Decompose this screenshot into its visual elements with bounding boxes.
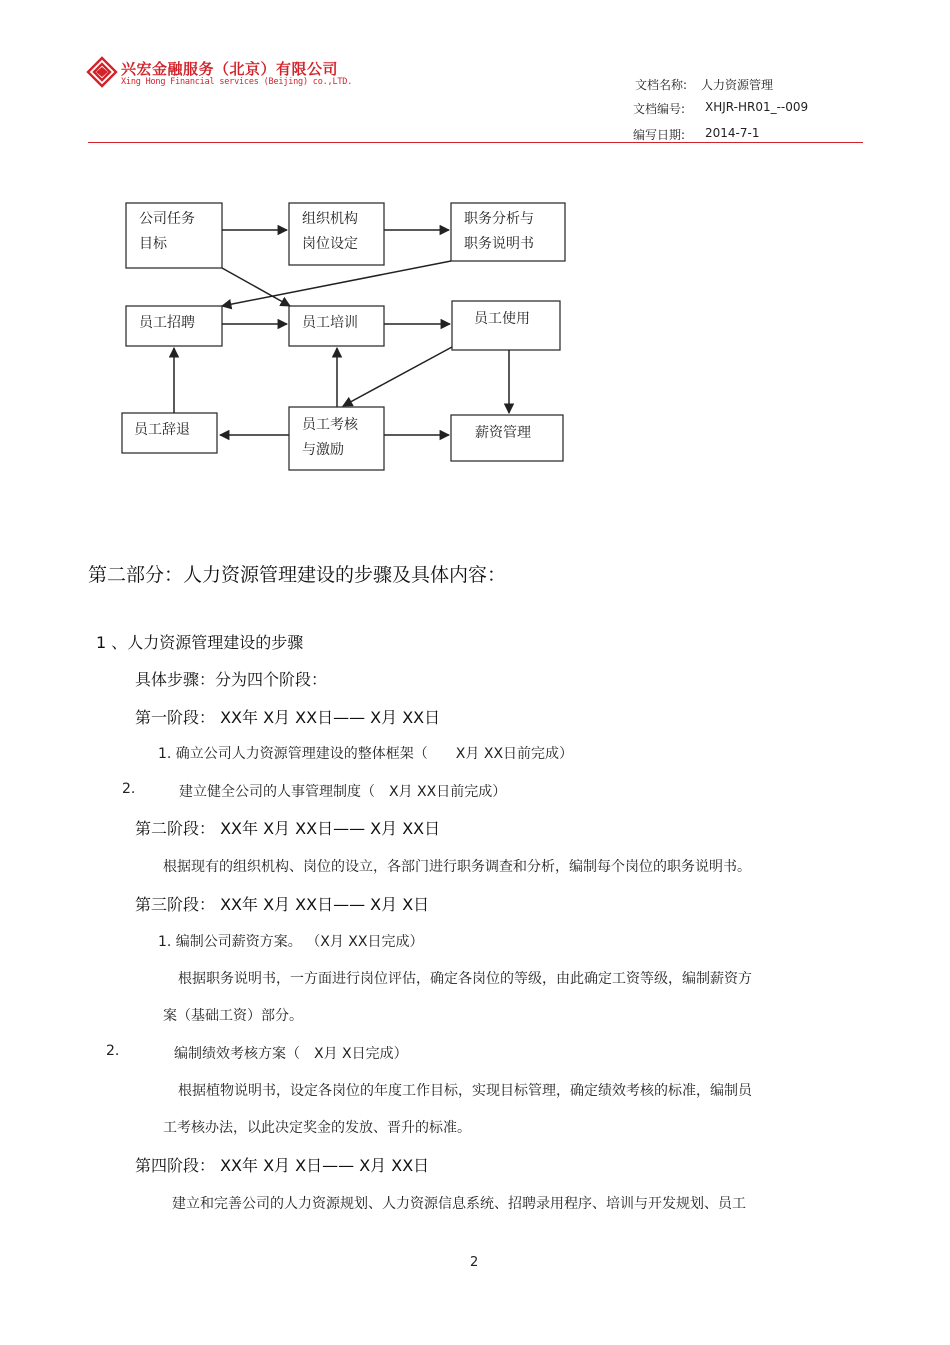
stage1-heading: 第一阶段： XX年 X月 XX日—— X月 XX日 [135,708,441,727]
node-company-goals-label-2: 目标 [139,236,167,252]
stage3-item2: 编制绩效考核方案（ X月 X日完成） [174,1046,408,1062]
stage3-item2-text-line1: 根据植物说明书，设定各岗位的年度工作目标，实现目标管理，确定绩效考核的标准，编制员 [178,1083,752,1099]
node-training-label: 员工培训 [302,315,358,331]
doc-name-label: 文档名称: [635,78,688,92]
section-title: 第二部分：人力资源管理建设的步骤及具体内容： [88,564,507,586]
node-salary-label: 薪资管理 [475,425,531,441]
node-org-structure-label-1: 组织机构 [302,211,358,227]
stage4-text: 建立和完善公司的人力资源规划、人力资源信息系统、招聘录用程序、培训与开发规划、员工 [172,1196,746,1212]
node-company-goals-label-1: 公司任务 [139,211,195,227]
stage3-item1-text-line2: 案（基础工资）部分。 [163,1008,303,1024]
doc-date-label: 编写日期: [633,128,686,142]
doc-name-value: 人力资源管理 [701,78,774,92]
stage3-item2-number: 2. [106,1043,120,1059]
stage3-item2-text-line2: 工考核办法，以此决定奖金的发放、晋升的标准。 [163,1120,471,1136]
node-dismissal-label: 员工辞退 [134,422,190,438]
stage1-item1: 1. 确立公司人力资源管理建设的整体框架（ X月 XX日前完成） [158,746,574,762]
node-job-analysis-label-1: 职务分析与 [464,211,534,227]
node-employment-label: 员工使用 [474,311,530,327]
node-org-structure-label-2: 岗位设定 [302,236,358,252]
node-appraisal-label-1: 员工考核 [302,417,358,433]
page-number: 2 [470,1255,479,1270]
arrow-employment-to-appraisal [343,347,452,406]
node-appraisal-label-2: 与激励 [302,442,344,458]
doc-date-value: 2014-7-1 [705,126,760,140]
stage3-item1: 1. 编制公司薪资方案。 （X月 XX日完成） [158,934,424,950]
stage3-item1-text-line1: 根据职务说明书，一方面进行岗位评估，确定各岗位的等级，由此确定工资等级，编制薪资方 [178,971,752,987]
node-recruitment-label: 员工招聘 [139,315,195,331]
company-name-en: Xing Hong Financial services (Beijing) co.,LTD. [121,77,353,87]
company-name-cn: 兴宏金融服务（北京）有限公司 [121,60,339,78]
stage1-item2: 建立健全公司的人事管理制度（ X月 XX日前完成） [179,784,507,800]
stage1-item2-number: 2. [122,781,136,797]
arrow-analysis-to-recruitment [222,261,451,306]
doc-number-value: XHJR-HR01_--009 [705,100,809,114]
step1-title: 1 、人力资源管理建设的步骤 [96,633,304,652]
doc-number-label: 文档编号: [633,102,686,116]
node-job-analysis-label-2: 职务说明书 [464,236,534,252]
stage2-heading: 第二阶段： XX年 X月 XX日—— X月 XX日 [135,819,441,838]
arrow-goals-to-training [222,268,290,306]
stage4-heading: 第四阶段： XX年 X月 X日—— X月 XX日 [135,1156,430,1175]
stage2-text: 根据现有的组织机构、岗位的设立，各部门进行职务调查和分析，编制每个岗位的职务说明书。 [163,859,751,875]
stage3-heading: 第三阶段： XX年 X月 XX日—— X月 X日 [135,895,430,914]
step-intro: 具体步骤：分为四个阶段： [135,670,328,689]
